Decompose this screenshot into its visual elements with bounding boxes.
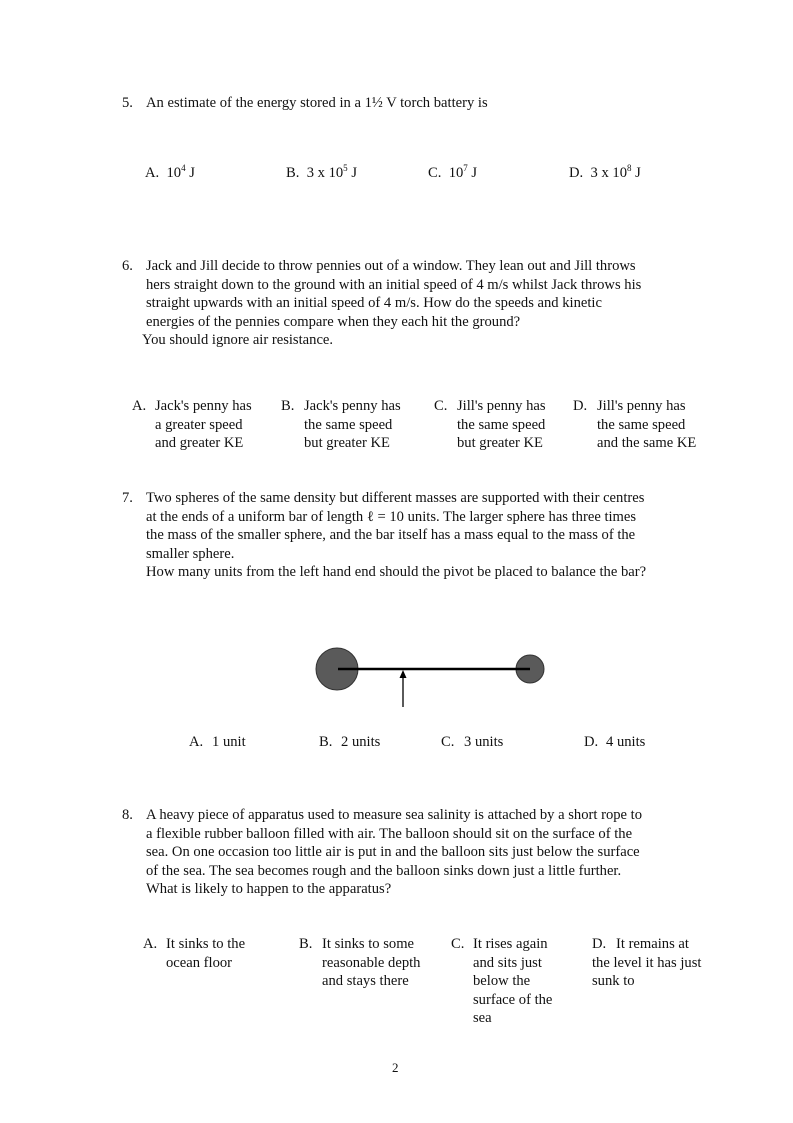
option-line: Jack's penny has <box>304 398 401 414</box>
option-line: below the <box>473 973 531 989</box>
option-unit: J <box>347 165 357 181</box>
question-stem-line: straight upwards with an initial speed of 4 m/s. How do the speeds and kinetic <box>146 295 602 311</box>
option-unit: J <box>631 165 641 181</box>
question-stem-line: of the sea. The sea becomes rough and the balloon sinks down just a little further. <box>146 862 622 879</box>
option-label: A. <box>145 165 160 181</box>
option-text: 2 units <box>341 734 381 750</box>
option-line: surface of the <box>473 991 553 1008</box>
option-line: It sinks to some <box>322 936 415 952</box>
question-stem-line: energies of the pennies compare when they each hit the ground? <box>146 313 521 330</box>
question-stem-line: An estimate of the energy stored in a 1½ V torch battery is <box>146 95 488 111</box>
question-number: 6. <box>122 258 133 274</box>
option-label: C. <box>428 165 442 181</box>
option-line: Jack's penny has <box>155 398 252 414</box>
option-text: 1 unit <box>212 734 246 750</box>
pivot-arrow-icon <box>400 670 407 707</box>
option-line: Jill's penny has <box>457 398 546 414</box>
option-line: and the same KE <box>597 435 697 451</box>
option-exponent: 7 <box>463 163 468 173</box>
question-stem-line: You should ignore air resistance. <box>142 332 334 348</box>
option-line: It rises again <box>473 936 548 952</box>
question-stem-line: Two spheres of the same density but different masses are supported with their centres <box>146 490 645 506</box>
option-label: B. <box>286 165 300 181</box>
page-number: 2 <box>392 1060 399 1075</box>
question-number: 5. <box>122 95 133 111</box>
question-stem-line: What is likely to happen to the apparatus? <box>146 881 392 897</box>
option-line: but greater KE <box>304 435 390 451</box>
option-label: A. <box>132 398 147 414</box>
option-line: sea <box>473 1010 492 1026</box>
question-stem-line: hers straight down to the ground with an initial speed of 4 m/s whilst Jack throws his <box>146 276 642 293</box>
option-label: C. <box>441 734 455 750</box>
option-unit: J <box>467 165 478 181</box>
option-line: It sinks to the <box>166 936 246 952</box>
option-line: the level it has just <box>592 954 702 971</box>
question-stem-line: the mass of the smaller sphere, and the bar itself has a mass equal to the mass of the <box>146 527 636 543</box>
option-label: C. <box>451 936 465 952</box>
option-exponent: 8 <box>626 163 632 173</box>
question-stem-line: a flexible rubber balloon filled with air. The balloon should sit on the surface of the <box>146 825 633 842</box>
option-line: reasonable depth <box>322 954 421 971</box>
option-line: sunk to <box>592 973 635 989</box>
option-base: 3 x 10 <box>590 165 627 181</box>
option-line: the same speed <box>597 416 686 433</box>
option-line: and sits just <box>473 954 542 971</box>
option-label: D. <box>592 936 607 952</box>
question-stem-line: How many units from the left hand end should the pivot be placed to balance the bar? <box>146 564 647 580</box>
option-text: 4 units <box>606 734 646 750</box>
question-stem-line: A heavy piece of apparatus used to measure sea salinity is attached by a short rope to <box>146 807 643 823</box>
question-number: 7. <box>122 490 133 506</box>
option-text: 3 units <box>464 734 504 750</box>
option-base: 10 <box>448 165 464 181</box>
option-line: the same speed <box>304 416 393 433</box>
option-label: D. <box>569 165 584 181</box>
option-label: B. <box>319 734 333 750</box>
option-label: A. <box>189 734 204 750</box>
option-line: and stays there <box>322 973 409 989</box>
option-label: B. <box>281 398 295 414</box>
option-line: ocean floor <box>166 954 233 971</box>
option-base: 3 x 10 <box>306 165 344 181</box>
question-stem-line: Jack and Jill decide to throw pennies out of a window. They lean out and Jill throws <box>146 258 636 274</box>
option-exponent: 5 <box>343 163 348 173</box>
option-label: C. <box>434 398 448 414</box>
option-label: D. <box>573 398 588 414</box>
question-stem-line: sea. On one occasion too little air is put in and the balloon sits just below the surface <box>146 844 640 860</box>
option-line: a greater speed <box>155 416 243 433</box>
option-line: the same speed <box>457 416 546 433</box>
question-stem-line: smaller sphere. <box>146 545 235 562</box>
option-label: B. <box>299 936 313 952</box>
option-line: It remains at <box>616 936 689 952</box>
option-base: 10 <box>166 165 182 181</box>
question-number: 8. <box>122 807 133 823</box>
option-label: A. <box>143 936 158 952</box>
option-line: but greater KE <box>457 435 543 451</box>
option-line: Jill's penny has <box>597 398 686 414</box>
option-line: and greater KE <box>155 435 244 451</box>
option-exponent: 4 <box>181 163 186 173</box>
option-label: D. <box>584 734 599 750</box>
question-stem-line: at the ends of a uniform bar of length ℓ = 10 units. The larger sphere has three times <box>146 508 637 525</box>
option-unit: J <box>185 165 195 181</box>
